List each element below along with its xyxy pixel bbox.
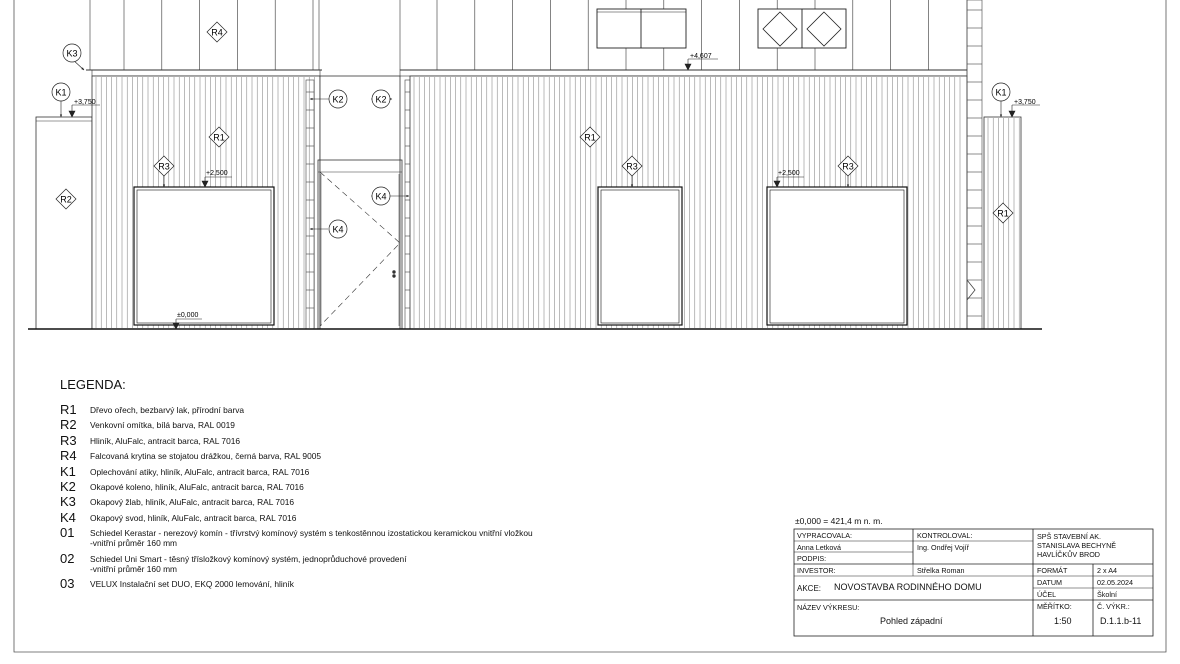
legend-text: VELUX Instalační set DUO, EKQ 2000 lemování, hliník bbox=[90, 579, 294, 590]
svg-text:K1: K1 bbox=[55, 87, 67, 98]
akce-label: AKCE: bbox=[797, 584, 822, 593]
legend-text: Okapový svod, hliník, AluFalc, antracit barca, RAL 7016 bbox=[90, 512, 297, 523]
ucel-value: Školní bbox=[1097, 590, 1117, 599]
tag-k1-right bbox=[992, 83, 1010, 101]
svg-text:R3: R3 bbox=[158, 161, 170, 172]
meritko-label: MĚŘÍTKO: bbox=[1037, 602, 1072, 611]
legend-text-line2: -vnitřní průměr 160 mm bbox=[90, 538, 178, 549]
svg-text:K4: K4 bbox=[332, 224, 344, 235]
datum-value: 02.05.2024 bbox=[1097, 578, 1133, 587]
tag-k1-left bbox=[52, 83, 70, 101]
datum-label: DATUM bbox=[1037, 578, 1063, 587]
legend-code: R2 bbox=[60, 417, 77, 433]
legend-code: K4 bbox=[60, 509, 76, 525]
legend-text: Okapový žlab, hliník, AluFalc, antracit barca, RAL 7016 bbox=[90, 497, 295, 508]
kontroloval-value: Ing. Ondřej Vojíř bbox=[917, 543, 969, 552]
legend-text-line2: -vnitřní průměr 160 mm bbox=[90, 563, 178, 574]
investor-label: INVESTOR: bbox=[797, 566, 836, 575]
legend-text-line1: Schiedel Kerastar - nerezový komín - třívrstvý komínový systém s tenkostěnnou izostatickou keramickou vnitřní vložkou bbox=[90, 528, 533, 539]
meritko-value: 1:50 bbox=[1054, 616, 1072, 626]
podpis-label: PODPIS: bbox=[797, 554, 827, 563]
annex-left bbox=[36, 117, 92, 329]
school-line1: SPŠ STAVEBNÍ AK. bbox=[1037, 532, 1102, 541]
svg-text:R3: R3 bbox=[842, 161, 854, 172]
tag-k2-left bbox=[329, 90, 347, 108]
school-line2: STANISLAVA BECHYNĚ bbox=[1037, 541, 1117, 550]
roof-window-right bbox=[758, 9, 846, 48]
legend-code: R3 bbox=[60, 432, 77, 448]
format-label: FORMÁT bbox=[1037, 566, 1068, 575]
kontroloval-label: KONTROLOVAL: bbox=[917, 531, 973, 540]
downpipe-right bbox=[967, 0, 982, 329]
vypracovala-label: VYPRACOVALA: bbox=[797, 531, 852, 540]
legend-text bbox=[90, 528, 533, 548]
legend-code: 03 bbox=[60, 576, 75, 592]
tag-k4-left bbox=[329, 220, 347, 238]
akce-value: NOVOSTAVBA RODINNÉHO DOMU bbox=[834, 582, 982, 592]
legend-title: LEGENDA: bbox=[60, 377, 126, 392]
svg-text:R4: R4 bbox=[211, 27, 223, 38]
svg-text:K2: K2 bbox=[332, 94, 344, 105]
school-line3: HAVLÍČKŮV BROD bbox=[1037, 550, 1100, 559]
drawing-name: Pohled západní bbox=[880, 616, 943, 626]
level-0: ±0,000 bbox=[177, 312, 199, 319]
legend-text: Hliník, AluFalc, antracit barca, RAL 7016 bbox=[90, 435, 241, 446]
legend-code: 02 bbox=[60, 550, 75, 566]
level-4607: +4,607 bbox=[690, 53, 712, 60]
svg-text:R3: R3 bbox=[626, 161, 638, 172]
legend-code: K3 bbox=[60, 494, 76, 510]
svg-text:R1: R1 bbox=[997, 208, 1009, 219]
legend-text-line1: Schiedel Uni Smart - těsný třísložkový komínový systém, jednoprůduchové provedení bbox=[90, 553, 407, 564]
legend-text bbox=[90, 554, 407, 574]
vypracovala-value: Anna Letková bbox=[797, 543, 841, 552]
level-3750-right: +3,750 bbox=[1014, 99, 1036, 106]
svg-text:K1: K1 bbox=[995, 87, 1007, 98]
legend-text: Venkovní omítka, bílá barva, RAL 0019 bbox=[90, 420, 235, 431]
level-2500-right: +2,500 bbox=[778, 170, 800, 177]
ucel-label: ÚČEL bbox=[1037, 590, 1057, 599]
svg-text:R1: R1 bbox=[584, 132, 596, 143]
legend-text: Okapové koleno, hliník, AluFalc, antracit barca, RAL 7016 bbox=[90, 481, 304, 492]
tag-k4-right bbox=[372, 187, 390, 205]
svg-text:K4: K4 bbox=[375, 191, 387, 202]
legend-code: R1 bbox=[60, 402, 77, 417]
tag-r4 bbox=[207, 22, 227, 42]
svg-text:R2: R2 bbox=[60, 194, 72, 205]
legend-code: R4 bbox=[60, 448, 77, 464]
legend-code: K1 bbox=[60, 463, 76, 479]
investor-value: Střelka Roman bbox=[917, 566, 965, 575]
roof-window-left bbox=[597, 9, 686, 48]
elevation-reference: ±0,000 = 421,4 m n. m. bbox=[795, 516, 883, 526]
level-3750-left: +3,750 bbox=[74, 99, 96, 106]
format-value: 2 x A4 bbox=[1097, 566, 1117, 575]
legend-code: 01 bbox=[60, 525, 75, 541]
legend-text: Oplechování atiky, hliník, AluFalc, antracit barca, RAL 7016 bbox=[90, 466, 310, 477]
svg-text:K2: K2 bbox=[375, 94, 387, 105]
legend-text: Dřevo ořech, bezbarvý lak, přírodní barva bbox=[90, 405, 245, 415]
cislo-label: Č. VÝKR.: bbox=[1097, 602, 1130, 611]
level-2500-left: +2,500 bbox=[206, 170, 228, 177]
roof-cladding-left bbox=[86, 0, 322, 76]
svg-text:K3: K3 bbox=[66, 48, 78, 59]
legend-code: K2 bbox=[60, 478, 76, 494]
legend-text: Falcovaná krytina se stojatou drážkou, černá barva, RAL 9005 bbox=[90, 451, 322, 462]
svg-text:R1: R1 bbox=[213, 132, 225, 143]
nazev-label: NÁZEV VÝKRESU: bbox=[797, 603, 860, 612]
annex-right bbox=[984, 117, 1021, 329]
cislo-value: D.1.1.b-11 bbox=[1100, 616, 1142, 626]
entrance-recess bbox=[318, 76, 402, 329]
tag-k3 bbox=[63, 44, 81, 62]
tag-k2-right bbox=[372, 90, 390, 108]
